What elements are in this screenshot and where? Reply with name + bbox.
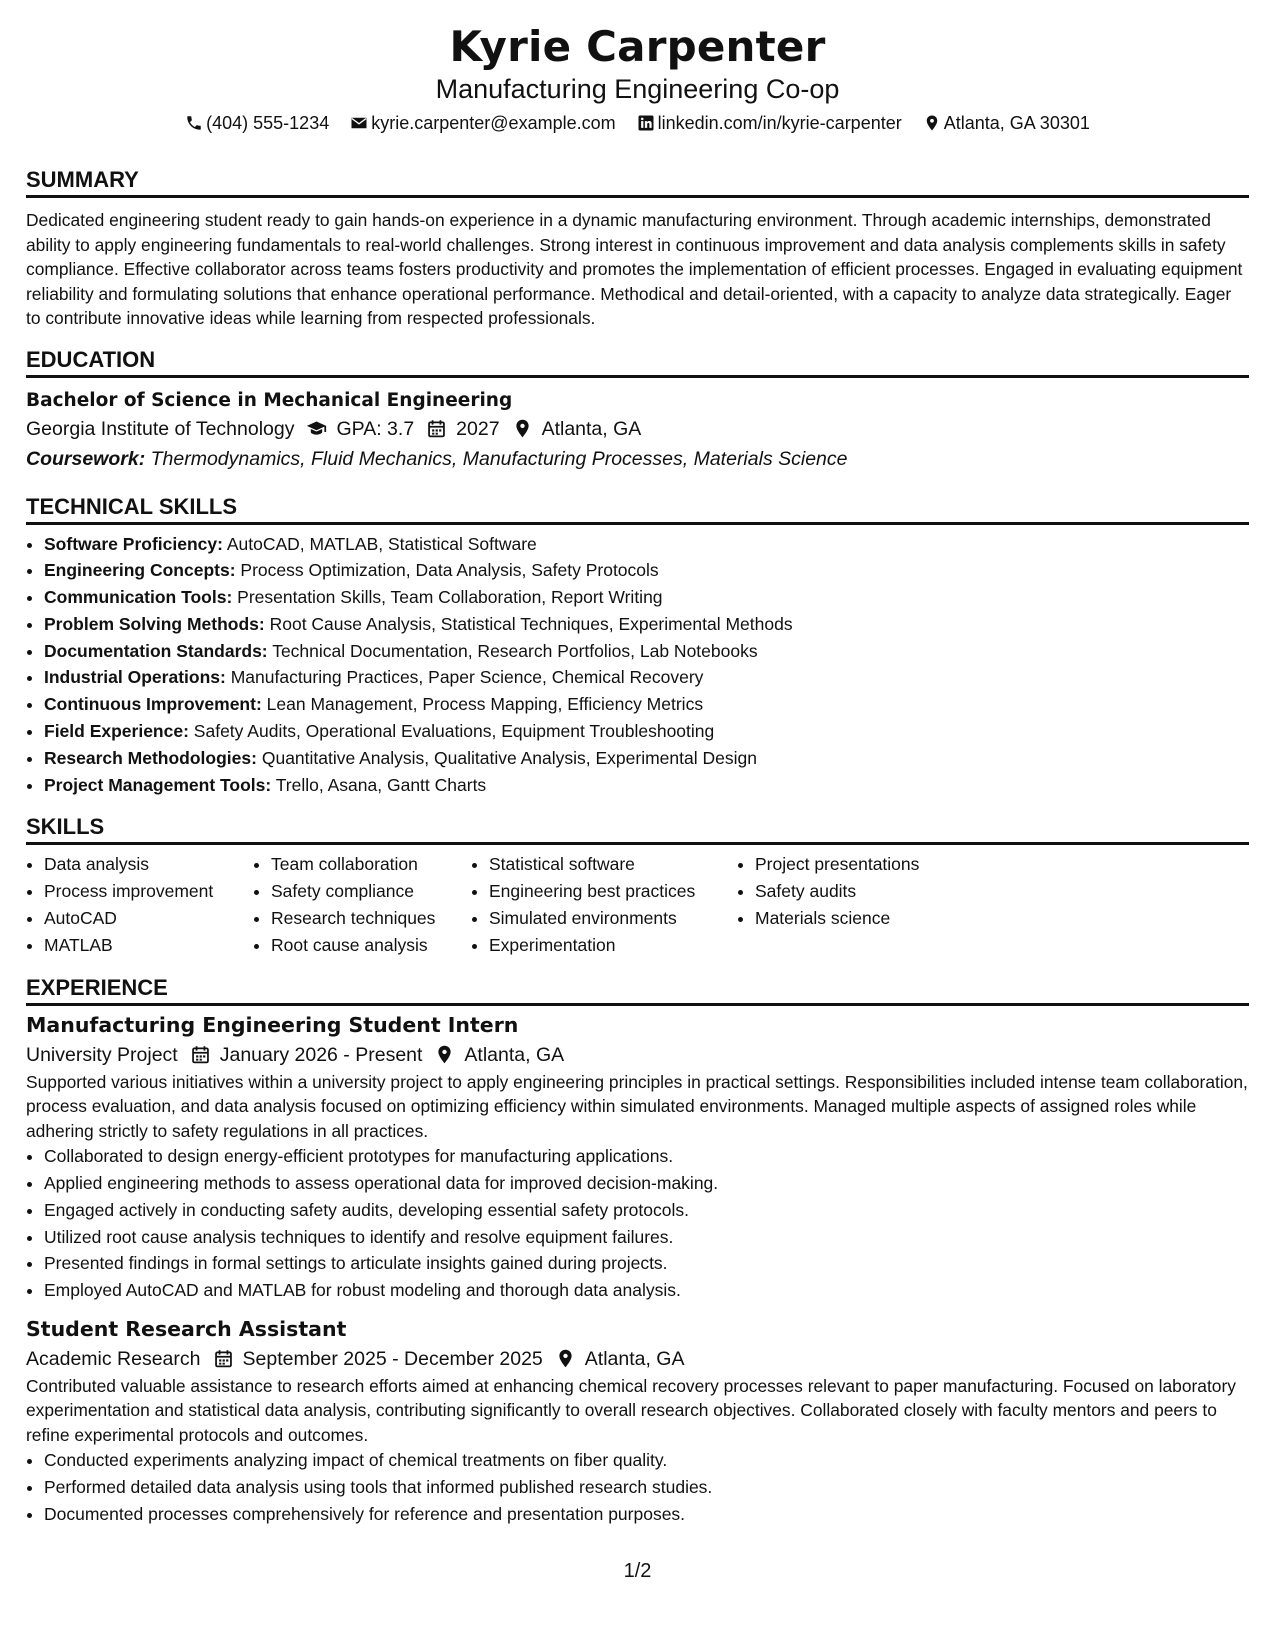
section-heading: EXPERIENCE [26,973,1249,1006]
skill-category: Engineering Concepts: [44,560,236,581]
list-item: • Statistical software [489,851,737,878]
list-item: • Team collaboration [271,851,471,878]
list-item: • AutoCAD [44,905,253,932]
list-item: • MATLAB [44,932,253,959]
education-location: Atlanta, GA [541,417,642,440]
graduation-cap-icon [306,418,327,439]
job-title: Manufacturing Engineering Student Intern [26,1012,519,1037]
map-pin-icon [555,1348,576,1369]
job-entry [26,1010,1249,1304]
degree-title: Bachelor of Science in Mechanical Engineering [26,389,513,411]
candidate-title: Manufacturing Engineering Co-op [435,74,840,104]
coursework-line [26,444,1249,474]
skill-category: Documentation Standards: [44,640,268,661]
skills-column [471,851,737,958]
envelope-icon [350,114,368,132]
phone-text: (404) 555-1234 [206,113,330,133]
skill-values: Manufacturing Practices, Paper Science, Chemical Recovery [230,667,704,688]
skills-column [26,851,253,958]
candidate-name: Kyrie Carpenter [449,22,826,71]
skill-category: Industrial Operations: [44,667,226,688]
coursework-list: Thermodynamics, Fluid Mechanics, Manufacturing Processes, Materials Science [150,447,848,470]
calendar-icon [213,1348,234,1369]
graduation-year: 2027 [456,417,500,440]
list-item: • Process improvement [44,878,253,905]
list-item: • Research techniques [271,905,471,932]
map-pin-icon [434,1044,455,1065]
experience-section [26,973,1249,1528]
job-org: Academic Research [26,1347,201,1370]
list-item: • Presented findings in formal settings to articulate insights gained during projects. [44,1250,1249,1277]
contact-phone[interactable] [185,110,329,136]
linkedin-text: linkedin.com/in/kyrie-carpenter [657,113,902,133]
skill-values: Process Optimization, Data Analysis, Safety Protocols [240,560,659,581]
skill-values: Root Cause Analysis, Statistical Techniques, Experimental Methods [269,613,793,634]
contact-email[interactable] [350,110,615,136]
list-item: • Conducted experiments analyzing impact of chemical treatments on fiber quality. [44,1447,1249,1474]
page-number: 1/2 [623,1560,652,1582]
list-item: • Data analysis [44,851,253,878]
job-meta [26,1040,1249,1070]
list-item: • Safety compliance [271,878,471,905]
list-item: • Utilized root cause analysis techniques to identify and resolve equipment failures. [44,1224,1249,1251]
contact-location [923,110,1090,136]
list-item [44,557,1249,584]
list-item [44,691,1249,718]
job-dates: September 2025 - December 2025 [242,1347,543,1370]
job-location: Atlanta, GA [464,1043,565,1066]
list-item [44,638,1249,665]
skill-category: Field Experience: [44,721,189,742]
list-item [44,772,1249,799]
list-item [44,531,1249,558]
education-meta [26,414,1249,444]
contact-linkedin[interactable] [637,110,902,136]
list-item: • Simulated environments [489,905,737,932]
map-pin-icon [512,418,533,439]
list-item [44,611,1249,638]
gpa-text: GPA: 3.7 [336,417,415,440]
summary-text: Dedicated engineering student ready to gain hands-on experience in a dynamic manufacturing environment. Through academic internships, demonstrated ability to apply engineering fundamentals to real-world challenges. Strong interest in continuous improvement and data analysis complements skills in safety compliance. Effective collaborator across teams fosters productivity and promotes the implementation of efficient processes. Engaged in evaluating equipment reliability and formulating solutions that enhance operational performance. Methodical and detail-oriented, with a capacity to analyze data strategically. Eager to contribute innovative ideas while learning from respected professionals. [26,210,1243,328]
linkedin-icon [637,114,655,132]
job-title: Student Research Assistant [26,1316,347,1341]
job-bullets [26,1447,1249,1527]
technical-skills-list [26,531,1249,799]
skill-category: Continuous Improvement: [44,694,262,715]
job-location: Atlanta, GA [584,1347,685,1370]
skill-category: Communication Tools: [44,587,233,608]
list-item: • Safety audits [755,878,985,905]
section-heading: TECHNICAL SKILLS [26,492,1249,525]
list-item: • Engineering best practices [489,878,737,905]
skill-values: Trello, Asana, Gantt Charts [275,774,487,795]
list-item: • Employed AutoCAD and MATLAB for robust modeling and thorough data analysis. [44,1277,1249,1304]
education-section [26,345,1249,474]
skill-values: AutoCAD, MATLAB, Statistical Software [226,533,537,554]
calendar-icon [190,1044,211,1065]
list-item [44,664,1249,691]
section-heading: SKILLS [26,812,1249,845]
skill-category: Project Management Tools: [44,774,272,795]
list-item [44,584,1249,611]
technical-skills-section [26,492,1249,799]
job-entry [26,1314,1249,1528]
list-item: • Documented processes comprehensively for reference and presentation purposes. [44,1501,1249,1528]
phone-icon [185,114,203,132]
list-item: • Collaborated to design energy-efficient prototypes for manufacturing applications. [44,1143,1249,1170]
job-dates: January 2026 - Present [219,1043,423,1066]
school-name: Georgia Institute of Technology [26,417,295,440]
job-meta [26,1344,1249,1374]
calendar-icon [426,418,447,439]
list-item [44,718,1249,745]
list-item [44,745,1249,772]
skill-category: Problem Solving Methods: [44,613,265,634]
list-item: • Engaged actively in conducting safety audits, developing essential safety protocols. [44,1197,1249,1224]
list-item: • Experimentation [489,932,737,959]
skills-section [26,812,1249,958]
skill-category: Research Methodologies: [44,747,257,768]
list-item: • Root cause analysis [271,932,471,959]
location-text: Atlanta, GA 30301 [943,113,1090,133]
summary-section [26,165,1249,331]
skill-values: Safety Audits, Operational Evaluations, Equipment Troubleshooting [193,721,715,742]
coursework-label: Coursework: [26,447,146,470]
contact-row [26,110,1249,139]
map-pin-icon [923,114,941,132]
list-item: • Applied engineering methods to assess operational data for improved decision-making. [44,1170,1249,1197]
list-item: • Materials science [755,905,985,932]
skill-values: Technical Documentation, Research Portfolios, Lab Notebooks [272,640,758,661]
skill-values: Presentation Skills, Team Collaboration, Report Writing [237,587,663,608]
skills-grid [26,851,1249,958]
skill-values: Quantitative Analysis, Qualitative Analysis, Experimental Design [261,747,757,768]
skills-column [737,851,985,958]
email-text: kyrie.carpenter@example.com [371,113,616,133]
skill-values: Lean Management, Process Mapping, Efficiency Metrics [266,694,704,715]
skill-category: Software Proficiency: [44,533,223,554]
list-item: • Project presentations [755,851,985,878]
section-heading: EDUCATION [26,345,1249,378]
job-org: University Project [26,1043,178,1066]
header [26,22,1249,139]
list-item: • Performed detailed data analysis using tools that informed published research studies. [44,1474,1249,1501]
skills-column [253,851,471,958]
section-heading: SUMMARY [26,165,1249,198]
job-bullets [26,1143,1249,1304]
job-description: Contributed valuable assistance to research efforts aimed at enhancing chemical recovery processes relevant to paper manufacturing. Focused on laboratory experimentation and statistical data analysis, contributing significantly to overall research objectives. Collaborated closely with faculty mentors and peers to refine experimental protocols and outcomes. [26,1375,1236,1445]
job-description: Supported various initiatives within a university project to apply engineering principles in practical settings. Responsibilities included intense team collaboration, process evaluation, and data analysis focused on optimizing efficiency within simulated environments. Managed multiple aspects of assigned roles while adhering strictly to safety regulations in all practices. [26,1071,1248,1141]
